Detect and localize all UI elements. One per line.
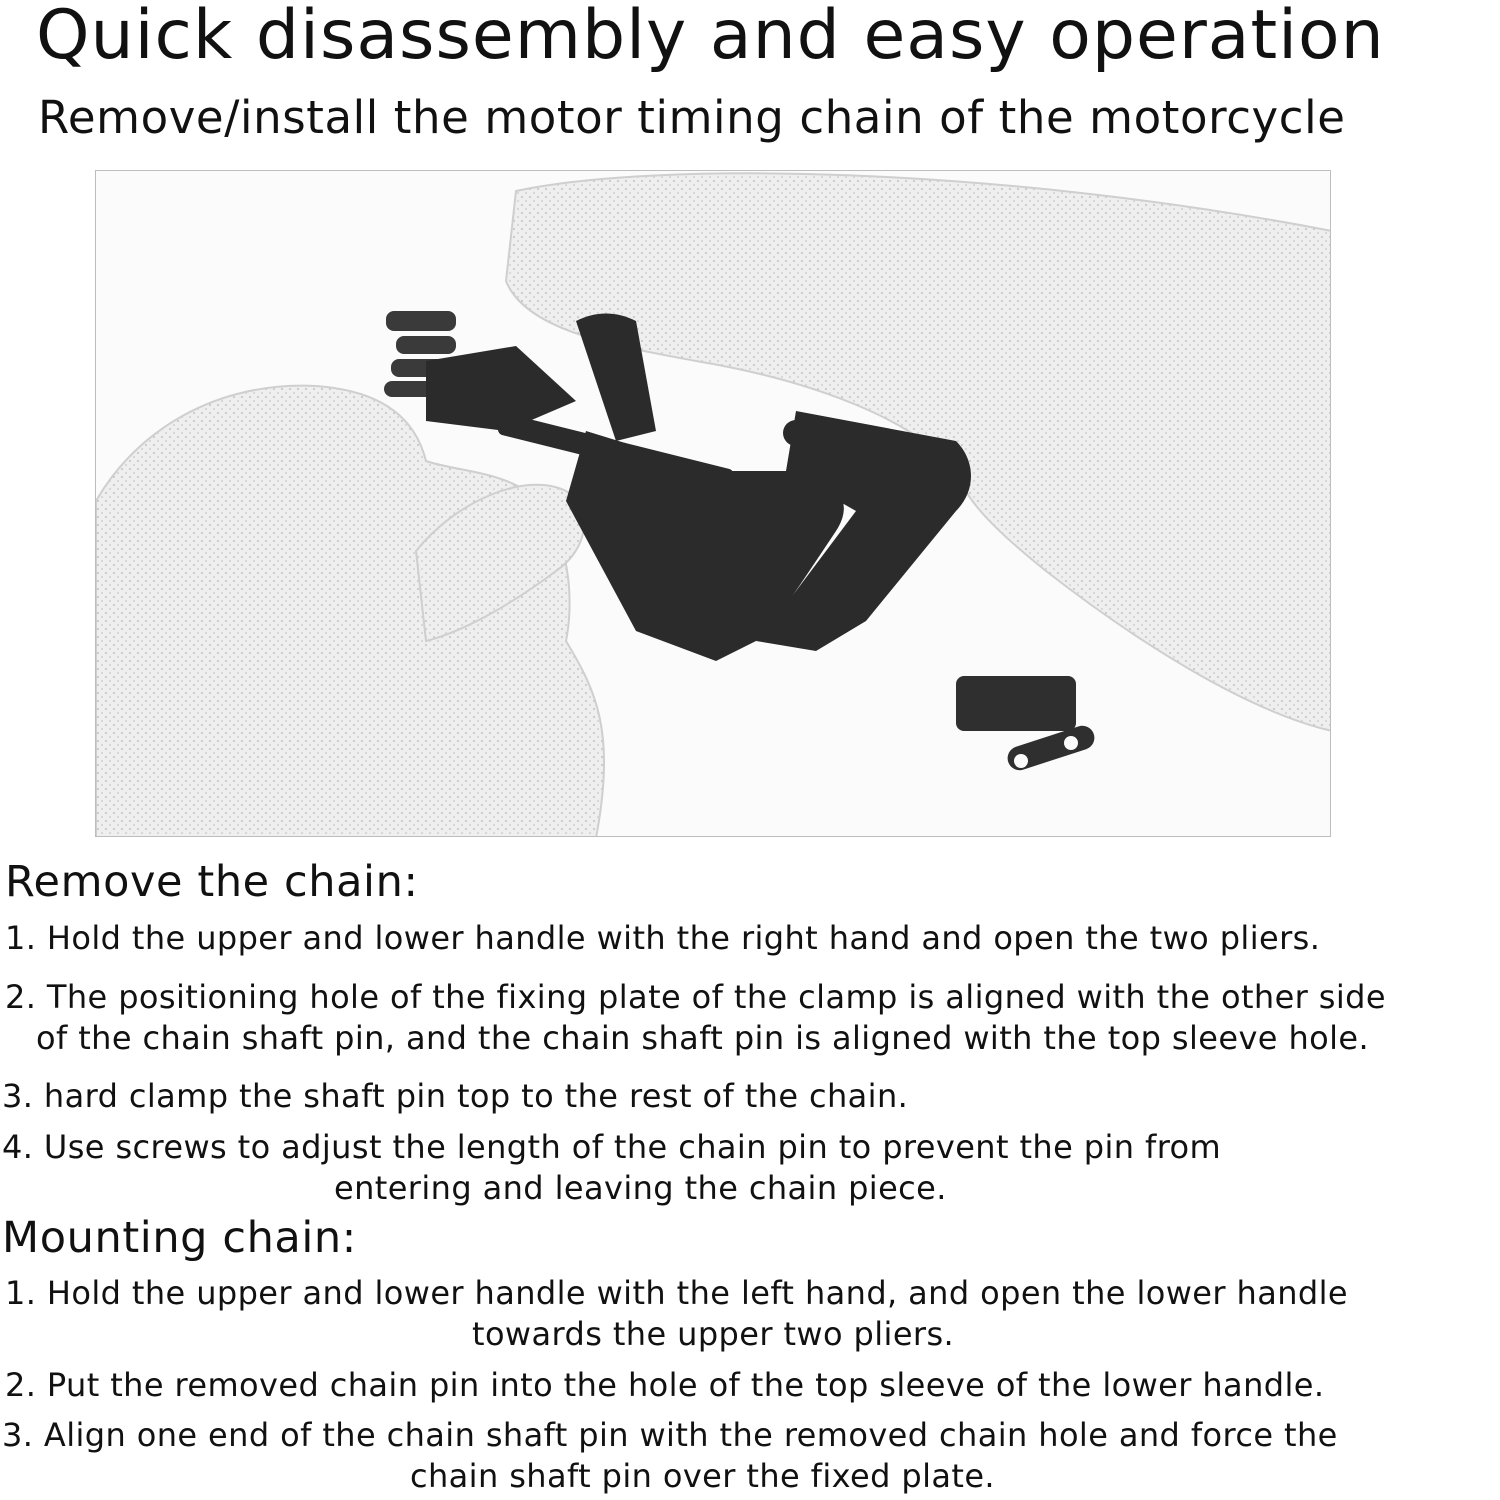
remove-step-4-line-2: entering and leaving the chain piece. — [334, 1169, 947, 1207]
mount-step-1 — [0, 1273, 1500, 1355]
mount-step-3 — [0, 1415, 1500, 1497]
remove-step-3-line-1: 3. hard clamp the shaft pin top to the rest of the chain. — [2, 1077, 909, 1115]
remove-step-2 — [0, 977, 1500, 1059]
mount-step-1-line-2: towards the upper two pliers. — [472, 1315, 955, 1353]
mounting-chain-heading: Mounting chain: — [2, 1213, 357, 1263]
remove-step-4-line-1: 4. Use screws to adjust the length of the chain pin to prevent the pin from — [2, 1128, 1222, 1166]
remove-step-4 — [0, 1127, 1500, 1209]
product-photo — [95, 170, 1331, 837]
remove-step-1-line-1: 1. Hold the upper and lower handle with the right hand and open the two pliers. — [5, 919, 1321, 957]
page-title: Quick disassembly and easy operation — [36, 0, 1385, 75]
mount-step-3-line-1: 3. Align one end of the chain shaft pin with the removed chain hole and force the — [2, 1416, 1338, 1454]
remove-step-2-line-2: of the chain shaft pin, and the chain shaft pin is aligned with the top sleeve hole. — [36, 1019, 1370, 1057]
remove-step-2-line-1: 2. The positioning hole of the fixing plate of the clamp is aligned with the other side — [5, 978, 1386, 1016]
mount-step-2 — [0, 1365, 1500, 1406]
mount-step-3-line-2: chain shaft pin over the fixed plate. — [410, 1457, 995, 1495]
chain-tool-illustration — [96, 171, 1331, 837]
page-subtitle: Remove/install the motor timing chain of the motorcycle — [38, 91, 1346, 144]
mount-step-1-line-1: 1. Hold the upper and lower handle with the left hand, and open the lower handle — [5, 1274, 1348, 1312]
remove-step-3 — [0, 1076, 1500, 1117]
mount-step-2-line-1: 2. Put the removed chain pin into the hole of the top sleeve of the lower handle. — [5, 1366, 1325, 1404]
remove-chain-heading: Remove the chain: — [5, 857, 419, 907]
remove-step-1 — [0, 918, 1500, 959]
